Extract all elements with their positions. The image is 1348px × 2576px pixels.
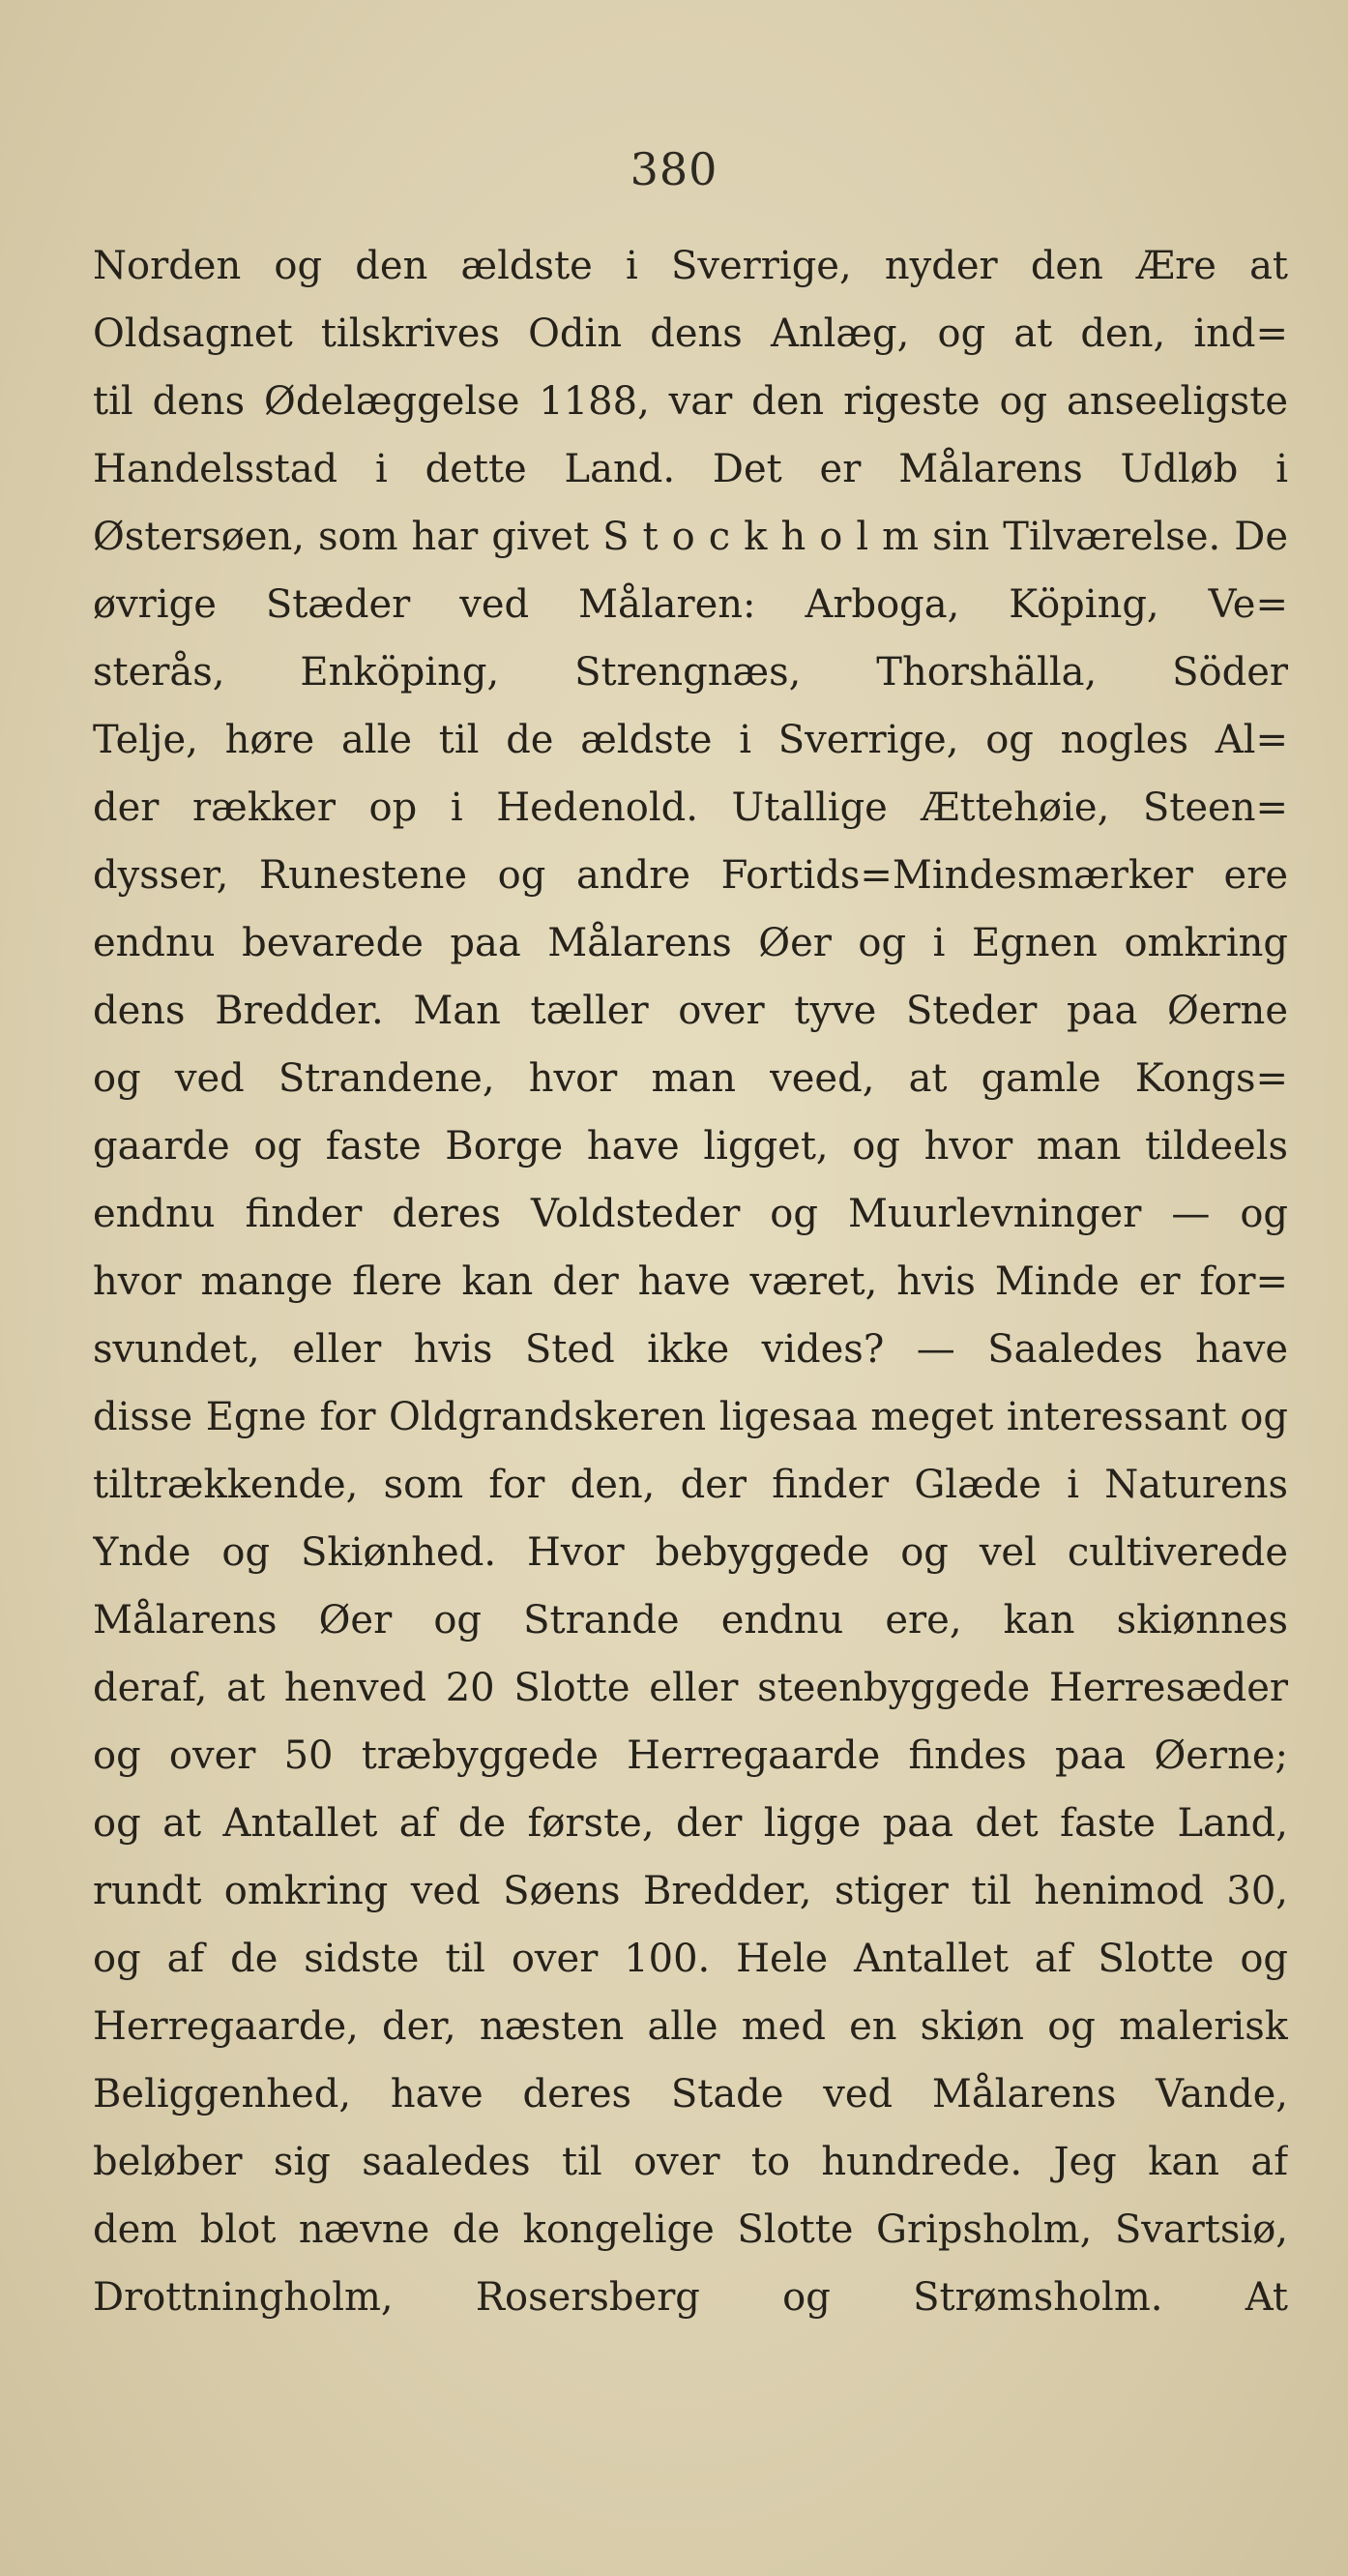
text-line: Ynde og Skiønhed. Hvor bebyggede og vel cultiverede (93, 1530, 1288, 1575)
text-line: Herregaarde, der, næsten alle med en skiøn og malerisk (93, 2004, 1288, 2049)
text-line: øvrige Stæder ved Målaren: Arboga, Köping, Ve= (93, 582, 1288, 627)
text-line: tiltrækkende, som for den, der finder Glæde i Naturens (93, 1463, 1288, 1507)
text-line: Norden og den ældste i Sverrige, nyder den Ære at (93, 244, 1288, 288)
text-line: der rækker op i Hedenold. Utallige Ættehøie, Steen= (93, 785, 1288, 830)
text-line: deraf, at henved 20 Slotte eller steenbyggede Herresæder (93, 1666, 1288, 1710)
text-line: rundt omkring ved Søens Bredder, stiger til henimod 30, (93, 1869, 1288, 1913)
text-line: sterås, Enköping, Strengnæs, Thorshälla, Söder (93, 650, 1288, 695)
text-line: hvor mange flere kan der have været, hvis Minde er for= (93, 1259, 1288, 1304)
text-line: og af de sidste til over 100. Hele Antallet af Slotte og (93, 1937, 1288, 1981)
text-line: disse Egne for Oldgrandskeren ligesaa meget interessant og (93, 1395, 1288, 1439)
text-line: Oldsagnet tilskrives Odin dens Anlæg, og at den, ind= (93, 311, 1288, 356)
text-line: til dens Ødelæggelse 1188, var den rigeste og anseeligste (93, 379, 1288, 424)
text-line: dem blot nævne de kongelige Slotte Gripsholm, Svartsiø, (93, 2207, 1288, 2252)
text-line: Drottningholm, Rosersberg og Strømsholm. At (93, 2275, 1288, 2320)
text-line: Telje, høre alle til de ældste i Sverrige, og nogles Al= (93, 718, 1288, 762)
text-line: svundet, eller hvis Sted ikke vides? — Saaledes have (93, 1327, 1288, 1372)
text-line: Beliggenhed, have deres Stade ved Målarens Vande, (93, 2072, 1288, 2117)
text-line: Handelsstad i dette Land. Det er Målarens Udløb i (93, 447, 1288, 491)
text-line: Målarens Øer og Strande endnu ere, kan skiønnes (93, 1598, 1288, 1643)
text-line: beløber sig saaledes til over to hundrede. Jeg kan af (93, 2140, 1288, 2184)
text-line: dens Bredder. Man tæller over tyve Steder paa Øerne (93, 989, 1288, 1033)
page-number: 380 (630, 143, 718, 195)
body-text (93, 232, 1288, 2331)
text-line: og over 50 træbyggede Herregaarde findes paa Øerne; (93, 1733, 1288, 1778)
text-line: dysser, Runestene og andre Fortids=Mindesmærker ere (93, 853, 1288, 898)
text-line: og at Antallet af de første, der ligge paa det faste Land, (93, 1801, 1288, 1846)
text-line: og ved Strandene, hvor man veed, at gamle Kongs= (93, 1056, 1288, 1101)
text-line: Østersøen, som har givet S t o c k h o l m sin Tilværelse. De (93, 515, 1288, 559)
text-line: gaarde og faste Borge have ligget, og hvor man tildeels (93, 1124, 1288, 1169)
text-line: endnu bevarede paa Målarens Øer og i Egnen omkring (93, 921, 1288, 965)
text-line: endnu finder deres Voldsteder og Muurlevninger — og (93, 1192, 1288, 1236)
